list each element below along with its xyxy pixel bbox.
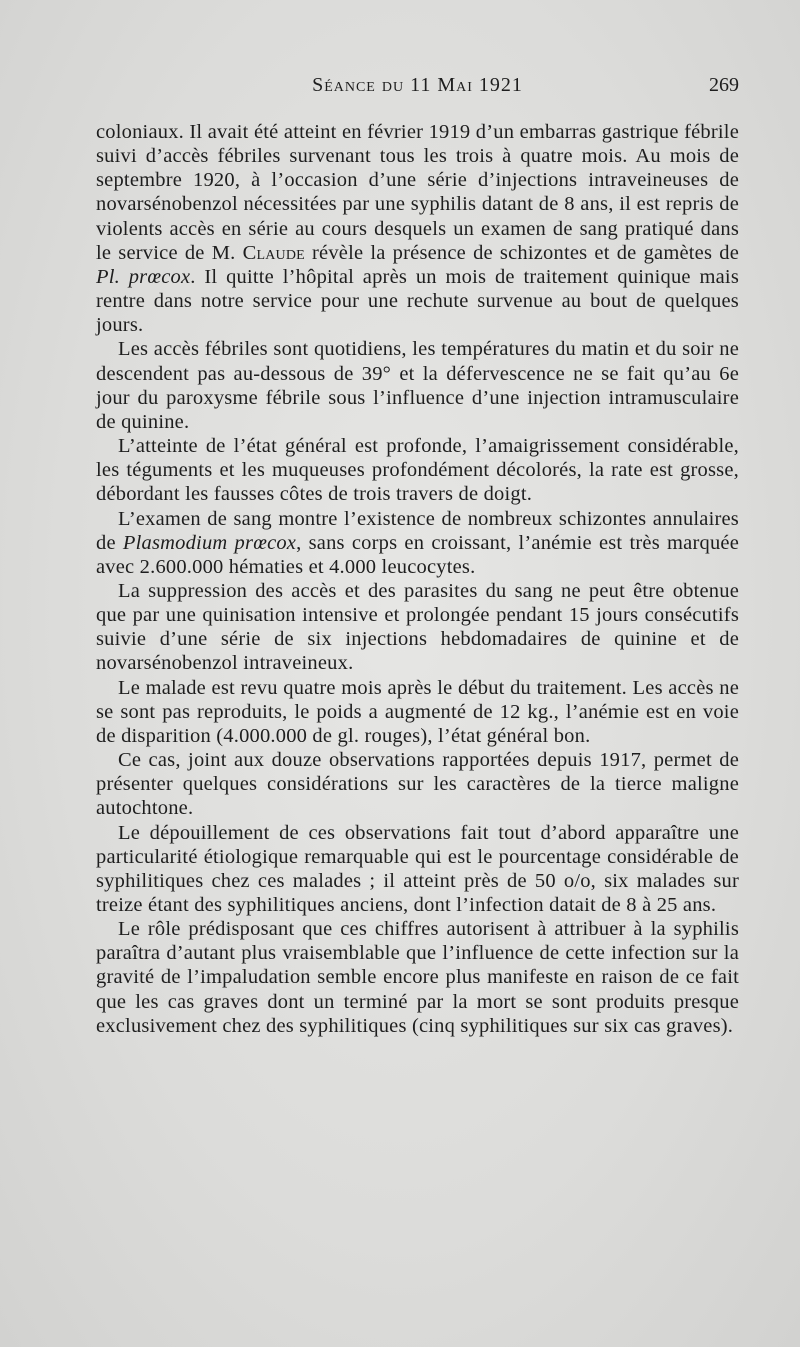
paragraph	[96, 507, 739, 579]
running-head	[96, 74, 739, 104]
page-number: 269	[709, 74, 739, 96]
text-run: L’examen de sang montre l’existence de nombreux schizontes annulaires de	[96, 507, 739, 554]
body-text	[96, 120, 739, 1038]
paragraph	[96, 917, 739, 1038]
text-run: Ce cas, joint aux douze observations rapportées depuis 1917, permet de présenter quelques considérations sur les caractères de la tierce maligne autochtone.	[96, 749, 739, 820]
text-run: L’atteinte de l’état général est profonde, l’amaigrissement considérable, les téguments et les muqueuses profondément décolorés, la rate est grosse, débordant les fausses côtes de trois travers de doigt.	[96, 435, 739, 506]
species-name: Pl. prœcox	[96, 265, 191, 288]
paragraph	[96, 337, 739, 434]
text-run: révèle la présence de schizontes et de gamètes de	[304, 241, 739, 264]
text-run: coloniaux. Il avait été atteint en février 1919 d’un embarras gastrique fébrile suivi d’accès fébriles survenant tous les trois à quatre mois. Au mois de septembre 1920, à l’occasion d’une série d’injections intraveineuses de novarsénobenzol nécessitées par une syphilis datant de 8 ans, il est repris de violents accès en série au cours desquels un examen de sang pratiqué dans le service de M.	[96, 121, 739, 264]
running-title: Séance du 11 Mai 1921	[312, 74, 523, 96]
paragraph	[96, 579, 739, 676]
paragraph	[96, 821, 739, 918]
species-name: Plasmodium prœcox	[122, 531, 297, 554]
paragraph	[96, 120, 739, 337]
text-run: Le malade est revu quatre mois après le début du traitement. Les accès ne se sont pas reproduits, le poids a augmenté de 12 kg., l’anémie est en voie de disparition (4.000.000 de gl. rouges), l’état général bon.	[96, 676, 739, 747]
text-run: Le dépouillement de ces observations fait tout d’abord apparaître une particularité étiologique remarquable qui est le pourcentage considérable de syphilitiques chez ces malades ; il atteint près de 50 o/o, six malades sur treize étant des syphilitiques anciens, dont l’infection datait de 8 à 25 ans.	[96, 821, 739, 916]
paragraph	[96, 676, 739, 748]
text-run: Le rôle prédisposant que ces chiffres autorisent à attribuer à la syphilis paraîtra d’autant plus vraisemblable que l’influence de cette infection sur la gravité de l’impaludation semble encore plus manifeste en raison de ce fait que les cas graves dont un terminé par la mort se sont produits presque exclusivement chez des syphilitiques (cinq syphilitiques sur six cas graves).	[96, 918, 739, 1037]
text-run: . Il quitte l’hôpital après un mois de traitement quinique mais rentre dans notre service pour une rechute survenue au bout de quelques jours.	[96, 265, 739, 337]
text-run: Les accès fébriles sont quotidiens, les températures du matin et du soir ne descendent pas au-dessous de 39° et la défervescence ne se fait qu’au 6e jour du paroxysme fébrile sous l’influence d’une injection intramusculaire de quinine.	[96, 338, 739, 433]
text-run: , sans corps en croissant, l’anémie est très marquée avec 2.600.000 hématies et 4.000 leucocytes.	[96, 531, 740, 578]
text-run: La suppression des accès et des parasites du sang ne peut être obtenue que par une quinisation intensive et prolongée pendant 15 jours consécutifs suivie d’une série de six injections hebdomadaires de quinine et de novarsénobenzol intraveineux.	[96, 579, 739, 675]
paragraph	[96, 748, 739, 820]
paragraph	[96, 434, 739, 506]
author-name: Claude	[242, 241, 305, 264]
